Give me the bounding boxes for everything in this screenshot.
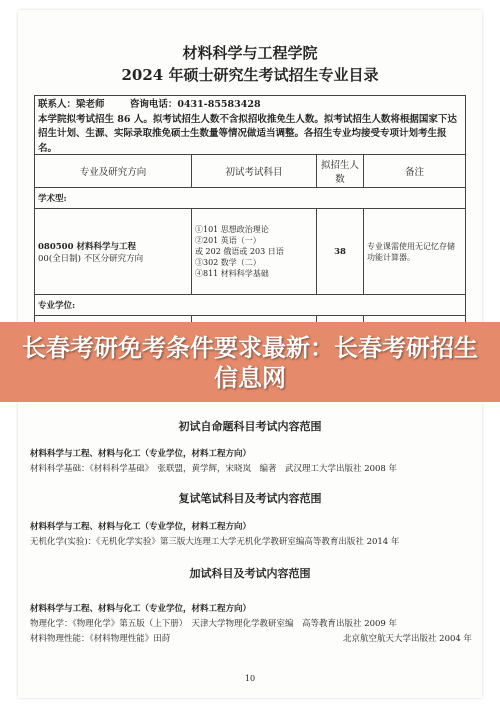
section-title: 加试科目及考试内容范围 xyxy=(189,567,311,580)
catalog-title: 2024 年硕士研究生考试招生专业目录 xyxy=(121,66,379,84)
subject-item: ③302 数学（二） xyxy=(195,258,261,267)
header-major: 专业及研究方向 xyxy=(35,155,192,188)
line-left: 材料物理性能：《材料物理性能》田莳 xyxy=(30,634,171,644)
contact-person: 联系人：梁老师 xyxy=(38,99,105,110)
section-title: 复试笔试科目及考试内容范围 xyxy=(178,492,322,505)
line-right: 北京航空航天大学出版社 2004 年 xyxy=(342,634,472,644)
section-line xyxy=(30,632,472,644)
subject-item: ④811 材料科学基础 xyxy=(195,269,269,278)
header-count: 拟招生人数 xyxy=(317,155,364,188)
section-title: 初试自命题科目考试内容范围 xyxy=(178,420,322,433)
section-line: 材料科学与工程、材料与化工（专业学位，材料工程方向） xyxy=(30,522,252,532)
contact-phone: 咨询电话：0431-85583428 xyxy=(129,99,261,110)
banner-headline: 长春考研免考条件要求最新：长春考研招生信息网 xyxy=(22,334,478,392)
section-line: 材料科学基础：《材料科学基础》 张联盟，黄学辉，宋晓岚 编著 武汉理工大学出版社 2008 年 xyxy=(30,464,398,474)
page-number: 10 xyxy=(244,674,256,683)
section-line: 物理化学：《物理化学》第五版（上下册） 天津大学物理化学教研室编 高等教育出版社 2009 年 xyxy=(30,619,398,629)
table-header-row xyxy=(35,155,466,188)
header-subjects: 初试考试科目 xyxy=(192,155,317,188)
section-professional: 专业学位: xyxy=(35,295,466,316)
major-name: 080500 材料科学与工程 xyxy=(38,241,136,252)
section-line: 无机化学(实验)：《无机化学实验》第三版大连理工大学无机化学教研室编高等教育出版社 2014 年 xyxy=(30,537,400,547)
table-row xyxy=(35,209,466,295)
notice-box xyxy=(34,95,466,158)
subject-item: ②201 英语（一） xyxy=(195,236,261,245)
section-line: 材料科学与工程、材料与化工（专业学位，材料工程方向） xyxy=(30,604,252,614)
header-note: 备注 xyxy=(364,155,466,188)
research-direction: 00(全日制) 不区分研究方向 xyxy=(38,253,144,264)
contact-line xyxy=(38,98,462,113)
subjects-cell xyxy=(192,209,317,295)
major-cell xyxy=(35,209,192,295)
college-title: 材料科学与工程学院 xyxy=(182,44,318,62)
subject-item: 或 202 俄语或 203 日语 xyxy=(195,247,284,256)
section-line: 材料科学与工程、材料与化工（专业学位，材料工程方向） xyxy=(30,449,252,459)
subject-item: ①101 思想政治理论 xyxy=(195,225,269,234)
section-academic: 学术型: xyxy=(35,188,466,209)
count-cell: 38 xyxy=(317,209,364,295)
notice-body: 本学院拟考试招生 86 人。拟考试招生人数不含拟招收推免生人数。拟考试招生人数将根据国家下达招生计划、生源、实际录取推免硕士生数量等情况做适当调整。各招生专业均接受专项计划考生报名。 xyxy=(38,113,457,154)
note-cell: 专业课需使用无记忆存储功能计算器。 xyxy=(364,209,466,295)
